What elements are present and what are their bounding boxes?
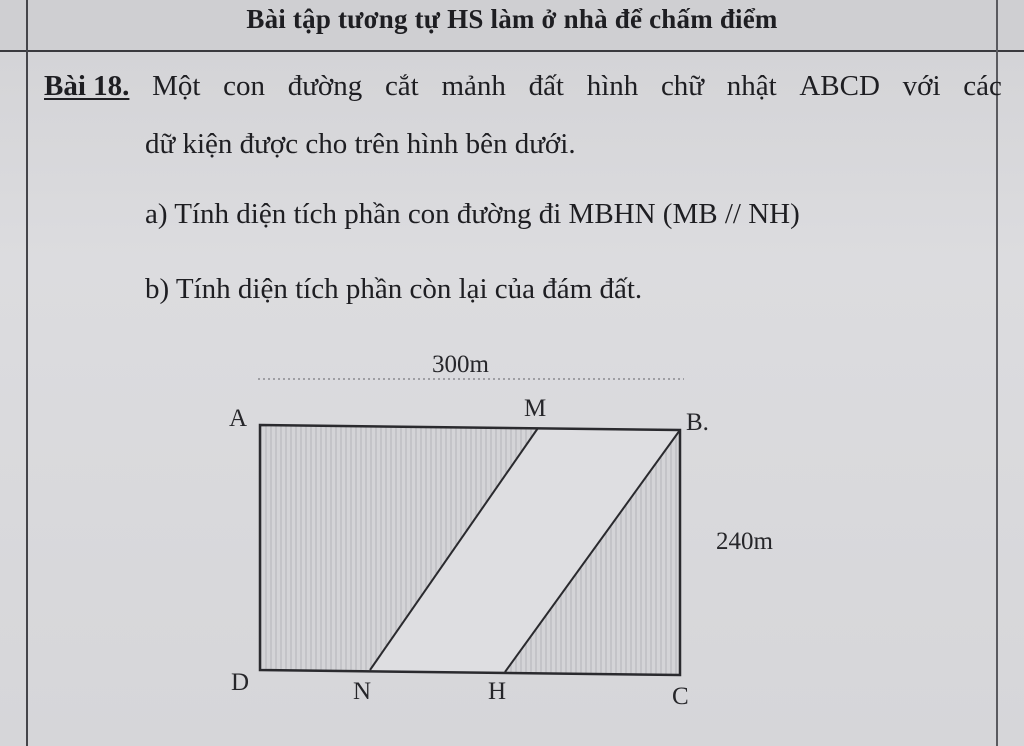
vertex-label-d: D: [231, 669, 250, 696]
land-region-right: [505, 430, 680, 675]
statement-word: mảnh: [441, 70, 506, 102]
statement-word: đất: [528, 70, 564, 102]
vertex-label-c: C: [672, 683, 689, 710]
problem-statement-line-2: dữ kiện được cho trên hình bên dưới.: [145, 128, 576, 160]
left-margin-border: [26, 0, 28, 746]
problem-number: Bài 18.: [44, 70, 130, 102]
vertex-label-n: N: [353, 678, 372, 705]
top-dimension-label: 300m: [432, 351, 489, 378]
statement-word: Một: [152, 70, 201, 102]
statement-word: các: [963, 70, 1002, 102]
page-title: Bài tập tương tự HS làm ở nhà để chấm điểm: [246, 4, 778, 34]
vertex-label-m: M: [524, 395, 547, 422]
road-edge-mn: [370, 428, 538, 670]
question-a: a) Tính diện tích phần con đường đi MBHN (MB // NH): [145, 198, 800, 230]
right-margin-border: [996, 0, 998, 746]
road-edge-bh: [505, 430, 680, 672]
statement-word: ABCD: [799, 70, 880, 102]
land-region-left: [260, 425, 538, 670]
statement-word: nhật: [726, 70, 777, 102]
side-dimension-label: 240m: [716, 528, 773, 555]
vertex-label-a: A: [229, 405, 248, 432]
statement-word: đường: [287, 70, 363, 102]
vertex-label-h: H: [488, 678, 507, 705]
statement-word: hình: [586, 70, 639, 102]
vertex-label-b: B.: [686, 409, 709, 436]
statement-word: cắt: [384, 70, 419, 102]
statement-word: chữ: [660, 70, 705, 102]
statement-word: con: [223, 70, 265, 102]
problem-statement-line-1: [44, 70, 1002, 103]
road-region-mbhn: [370, 428, 680, 672]
question-b: b) Tính diện tích phần còn lại của đám đất.: [145, 273, 643, 305]
rectangle-abcd: [260, 425, 680, 675]
header-bar: [0, 0, 1024, 52]
statement-word: với: [902, 70, 941, 102]
